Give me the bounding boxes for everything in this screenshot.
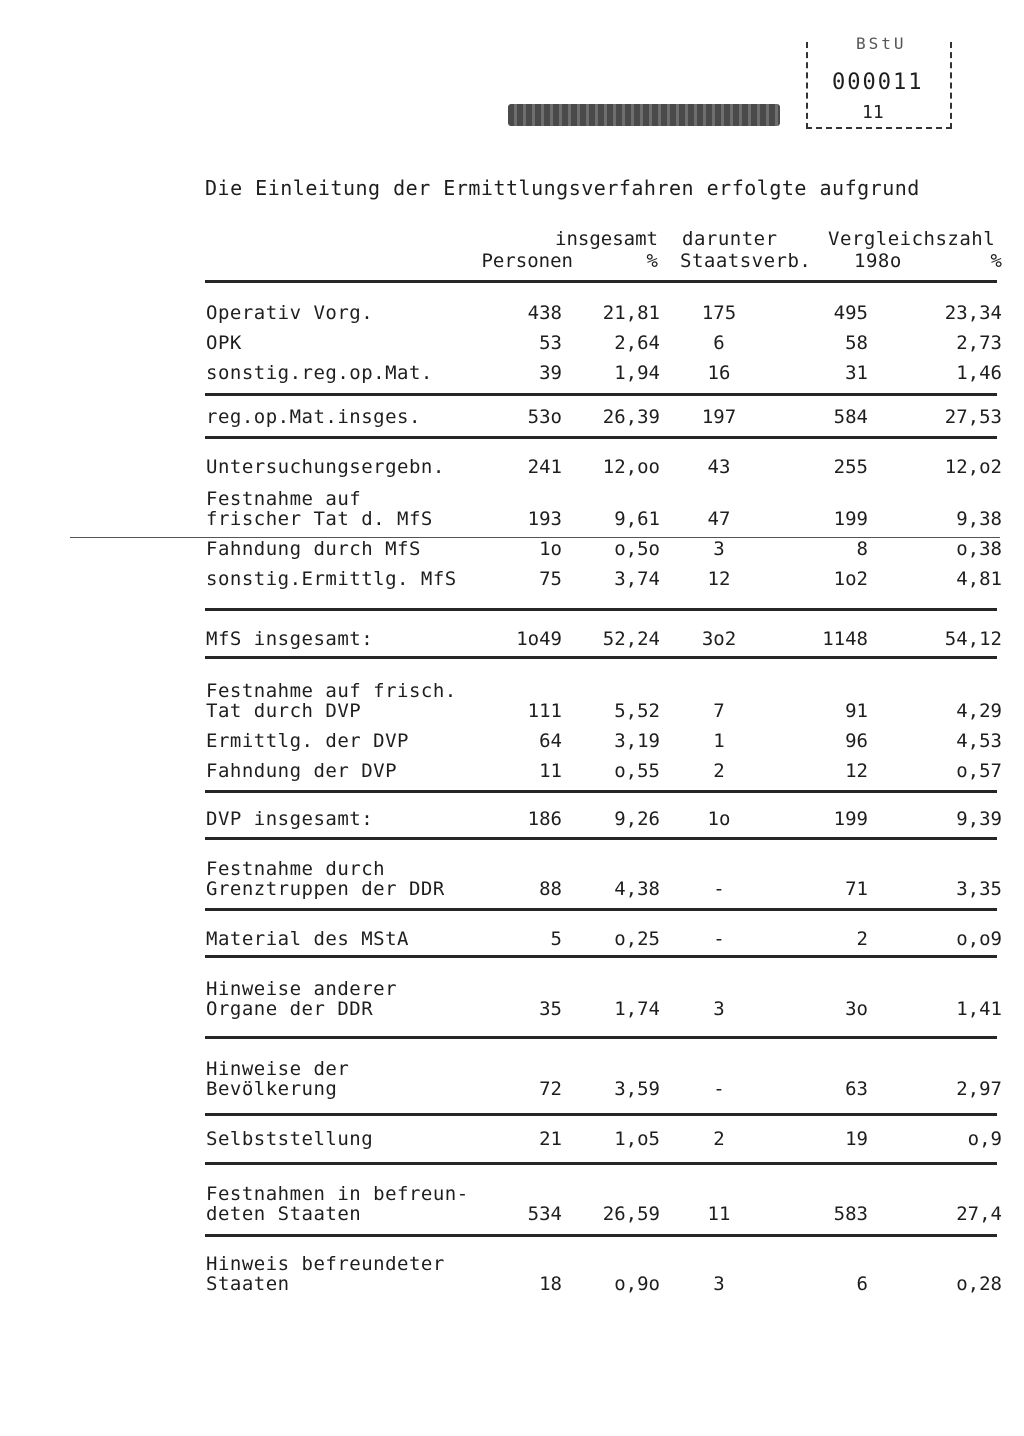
- rule-8: [205, 955, 997, 958]
- cell-state: 43: [707, 456, 731, 478]
- row-label: Bevölkerung: [206, 1078, 338, 1100]
- cell-percent: 3,19: [614, 730, 660, 752]
- cell-compare-percent: 9,39: [956, 808, 1002, 830]
- cell-state: -: [713, 1078, 725, 1100]
- row-label: deten Staaten: [206, 1203, 362, 1225]
- cell-persons: 75: [539, 568, 562, 590]
- cell-state: 3: [713, 538, 725, 560]
- cell-percent: 1,94: [614, 362, 660, 384]
- cell-state: -: [713, 878, 725, 900]
- header-compare: Vergleichszahl: [828, 228, 996, 250]
- row-label: MfS insgesamt:: [206, 628, 374, 650]
- rule-9: [205, 1036, 997, 1039]
- cell-compare: 58: [845, 332, 868, 354]
- cell-compare: 583: [833, 1203, 868, 1225]
- cell-compare: 495: [833, 302, 868, 324]
- cell-persons: 438: [527, 302, 562, 324]
- row-label: Hinweis befreundeter: [206, 1253, 445, 1275]
- cell-persons: 21: [539, 1128, 562, 1150]
- cell-compare: 3o: [845, 998, 868, 1020]
- cell-persons: 53o: [527, 406, 562, 428]
- rule-6: [205, 837, 997, 840]
- cell-percent: o,9o: [614, 1273, 660, 1295]
- rule-11: [205, 1162, 997, 1165]
- header-year: 198o: [854, 250, 902, 272]
- row-label: DVP insgesamt:: [206, 808, 374, 830]
- cell-percent: 21,81: [602, 302, 660, 324]
- cell-persons: 1o: [539, 538, 562, 560]
- cell-compare-percent: 2,73: [956, 332, 1002, 354]
- cell-compare-percent: 9,38: [956, 508, 1002, 530]
- row-label: Selbststellung: [206, 1128, 374, 1150]
- row-label: Grenztruppen der DDR: [206, 878, 445, 900]
- cell-persons: 186: [527, 808, 562, 830]
- cell-compare-percent: 4,29: [956, 700, 1002, 722]
- cell-compare: 199: [833, 808, 868, 830]
- cell-percent: 26,59: [602, 1203, 660, 1225]
- row-label: OPK: [206, 332, 242, 354]
- cell-persons: 88: [539, 878, 562, 900]
- cell-compare: 63: [845, 1078, 868, 1100]
- rule-header: [205, 280, 997, 283]
- row-label: Fahndung durch MfS: [206, 538, 421, 560]
- cell-compare-percent: 4,81: [956, 568, 1002, 590]
- cell-compare-percent: o,28: [956, 1273, 1002, 1295]
- cell-persons: 5: [550, 928, 562, 950]
- row-label: Fahndung der DVP: [206, 760, 398, 782]
- cell-percent: 9,61: [614, 508, 660, 530]
- stamp-page: 11: [862, 102, 884, 123]
- cell-percent: 1,o5: [614, 1128, 660, 1150]
- cell-percent: 52,24: [602, 628, 660, 650]
- header-among: darunter: [682, 228, 778, 250]
- intro-text: Die Einleitung der Ermittlungsverfahren erfolgte aufgrund: [205, 176, 920, 200]
- row-label: reg.op.Mat.insges.: [206, 406, 421, 428]
- cell-state: 16: [707, 362, 731, 384]
- cell-compare-percent: o,57: [956, 760, 1002, 782]
- cell-persons: 193: [527, 508, 562, 530]
- cell-persons: 18: [539, 1273, 562, 1295]
- cell-compare-percent: 54,12: [944, 628, 1002, 650]
- cell-state: 2: [713, 760, 725, 782]
- row-label: Hinweise der: [206, 1058, 350, 1080]
- cell-persons: 35: [539, 998, 562, 1020]
- cell-compare: 255: [833, 456, 868, 478]
- stamp-agency: BStU: [856, 34, 907, 53]
- cell-persons: 11: [539, 760, 562, 782]
- row-label: sonstig.reg.op.Mat.: [206, 362, 433, 384]
- cell-percent: 4,38: [614, 878, 660, 900]
- cell-compare-percent: 27,53: [944, 406, 1002, 428]
- row-label: Organe der DDR: [206, 998, 374, 1020]
- cell-compare-percent: 1,46: [956, 362, 1002, 384]
- cell-percent: 12,oo: [602, 456, 660, 478]
- header-persons: Personen: [481, 250, 573, 272]
- cell-state: 3: [713, 998, 725, 1020]
- header-total: insgesamt: [555, 228, 658, 250]
- rule-1: [205, 393, 997, 396]
- row-label: Festnahme durch: [206, 858, 386, 880]
- cell-percent: 3,59: [614, 1078, 660, 1100]
- cell-state: 3: [713, 1273, 725, 1295]
- cell-compare: 12: [845, 760, 868, 782]
- rule-3: [205, 608, 997, 611]
- cell-percent: 26,39: [602, 406, 660, 428]
- cell-state: 175: [701, 302, 737, 324]
- cell-compare: 8: [856, 538, 868, 560]
- row-label: Tat durch DVP: [206, 700, 362, 722]
- cell-percent: o,25: [614, 928, 660, 950]
- cell-compare-percent: 27,4: [956, 1203, 1002, 1225]
- cell-compare: 1o2: [833, 568, 868, 590]
- rule-5: [205, 790, 997, 793]
- rule-4: [205, 656, 997, 659]
- stamp-number: 000011: [832, 70, 924, 95]
- cell-compare-percent: o,o9: [956, 928, 1002, 950]
- cell-state: 6: [713, 332, 725, 354]
- cell-state: 12: [707, 568, 731, 590]
- row-label: Festnahmen in befreun-: [206, 1183, 469, 1205]
- rule-2: [205, 436, 997, 439]
- cell-state: 7: [713, 700, 725, 722]
- cell-persons: 241: [527, 456, 562, 478]
- cell-state: 1o: [707, 808, 731, 830]
- rule-7: [205, 908, 997, 911]
- cell-compare-percent: 1,41: [956, 998, 1002, 1020]
- cell-state: 3o2: [701, 628, 737, 650]
- cell-compare: 96: [845, 730, 868, 752]
- cell-compare: 6: [856, 1273, 868, 1295]
- cell-percent: 1,74: [614, 998, 660, 1020]
- cell-state: 2: [713, 1128, 725, 1150]
- cell-persons: 64: [539, 730, 562, 752]
- cell-percent: 3,74: [614, 568, 660, 590]
- cell-state: -: [713, 928, 725, 950]
- row-label: Untersuchungsergebn.: [206, 456, 445, 478]
- cell-compare: 31: [845, 362, 868, 384]
- cell-compare: 1148: [822, 628, 868, 650]
- cell-state: 1: [713, 730, 725, 752]
- header-percent2: %: [990, 250, 1002, 272]
- cell-compare-percent: o,9: [967, 1128, 1002, 1150]
- cell-compare-percent: 23,34: [944, 302, 1002, 324]
- cell-state: 47: [707, 508, 731, 530]
- header-percent: %: [646, 250, 658, 272]
- row-label: sonstig.Ermittlg. MfS: [206, 568, 457, 590]
- cell-compare-percent: 3,35: [956, 878, 1002, 900]
- cell-compare-percent: 4,53: [956, 730, 1002, 752]
- cell-compare: 91: [845, 700, 868, 722]
- row-label: Operativ Vorg.: [206, 302, 374, 324]
- cell-compare-percent: 2,97: [956, 1078, 1002, 1100]
- cell-compare: 71: [845, 878, 868, 900]
- cell-persons: 39: [539, 362, 562, 384]
- row-label: Festnahme auf: [206, 488, 362, 510]
- row-label: Material des MStA: [206, 928, 409, 950]
- row-label: Ermittlg. der DVP: [206, 730, 409, 752]
- rule-10: [205, 1113, 997, 1116]
- cell-persons: 534: [527, 1203, 562, 1225]
- row-label: Staaten: [206, 1273, 290, 1295]
- redacted-reference: [508, 104, 780, 126]
- cell-compare: 199: [833, 508, 868, 530]
- cell-percent: o,55: [614, 760, 660, 782]
- cell-state: 197: [701, 406, 737, 428]
- cell-compare-percent: o,38: [956, 538, 1002, 560]
- cell-percent: 2,64: [614, 332, 660, 354]
- row-label: Festnahme auf frisch.: [206, 680, 457, 702]
- cell-compare-percent: 12,o2: [944, 456, 1002, 478]
- row-label: Hinweise anderer: [206, 978, 398, 1000]
- cell-persons: 1o49: [516, 628, 562, 650]
- rule-12: [205, 1234, 997, 1237]
- cell-compare: 584: [833, 406, 868, 428]
- cell-persons: 53: [539, 332, 562, 354]
- cell-percent: 5,52: [614, 700, 660, 722]
- cell-compare: 19: [845, 1128, 868, 1150]
- cell-compare: 2: [856, 928, 868, 950]
- cell-state: 11: [707, 1203, 731, 1225]
- cell-persons: 72: [539, 1078, 562, 1100]
- header-state: Staatsverb.: [680, 250, 812, 272]
- cell-percent: o,5o: [614, 538, 660, 560]
- row-label: frischer Tat d. MfS: [206, 508, 433, 530]
- cell-percent: 9,26: [614, 808, 660, 830]
- cell-persons: 111: [527, 700, 562, 722]
